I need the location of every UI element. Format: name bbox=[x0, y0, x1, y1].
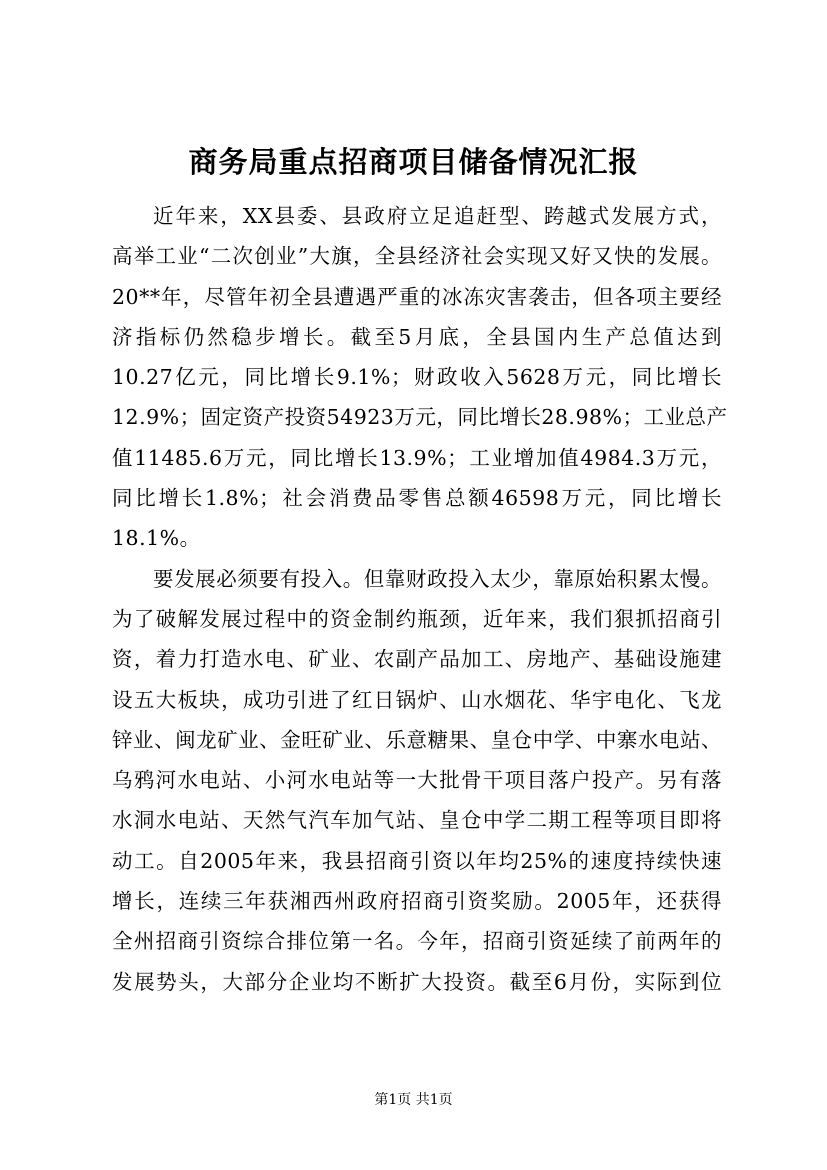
document-body bbox=[112, 196, 728, 1002]
text-line: 全州招商引资综合排位第一名。今年，招商引资延续了前两年的 bbox=[112, 929, 722, 954]
text-line: 动工。自2005年来，我县招商引资以年均25%的速度持续快速 bbox=[112, 848, 722, 873]
page-footer: 第1页 共1页 bbox=[374, 1092, 453, 1108]
text-line: 为了破解发展过程中的资金制约瓶颈，近年来，我们狠抓招商引 bbox=[112, 606, 722, 631]
text-line: 高举工业“二次创业”大旗，全县经济社会实现又好又快的发展。 bbox=[112, 244, 722, 269]
text-line: 增长，连续三年获湘西州政府招商引资奖励。2005年，还获得 bbox=[112, 889, 722, 914]
text-line: 锌业、闽龙矿业、金旺矿业、乐意糖果、皇仓中学、中寨水电站、 bbox=[112, 727, 722, 752]
text-line: 资，着力打造水电、矿业、农副产品加工、房地产、基础设施建 bbox=[112, 647, 722, 672]
text-line: 10.27亿元，同比增长9.1%；财政收入5628万元，同比增长 bbox=[112, 365, 722, 390]
text-line: 同比增长1.8%；社会消费品零售总额46598万元，同比增长 bbox=[112, 486, 722, 511]
text-line: 20**年，尽管年初全县遭遇严重的冰冻灾害袭击，但各项主要经 bbox=[112, 284, 722, 309]
text-line: 值11485.6万元，同比增长13.9%；工业增加值4984.3万元， bbox=[112, 445, 722, 470]
text-line: 发展势头，大部分企业均不断扩大投资。截至6月份，实际到位 bbox=[112, 969, 722, 994]
text-line: 济指标仍然稳步增长。截至5月底，全县国内生产总值达到 bbox=[112, 324, 722, 349]
text-line: 18.1%。 bbox=[112, 526, 201, 551]
text-line: 近年来，XX县委、县政府立足追赶型、跨越式发展方式， bbox=[153, 204, 722, 228]
document-title: 商务局重点招商项目储备情况汇报 bbox=[188, 145, 639, 179]
text-line: 乌鸦河水电站、小河水电站等一大批骨干项目落户投产。另有落 bbox=[112, 768, 722, 793]
text-line: 设五大板块，成功引进了红日锅炉、山水烟花、华宇电化、飞龙 bbox=[112, 687, 722, 712]
text-line: 要发展必须要有投入。但靠财政投入太少，靠原始积累太慢。 bbox=[153, 566, 722, 591]
text-line: 12.9%；固定资产投资54923万元，同比增长28.98%；工业总产 bbox=[112, 405, 728, 430]
text-line: 水洞水电站、天然气汽车加气站、皇仓中学二期工程等项目即将 bbox=[112, 808, 722, 833]
